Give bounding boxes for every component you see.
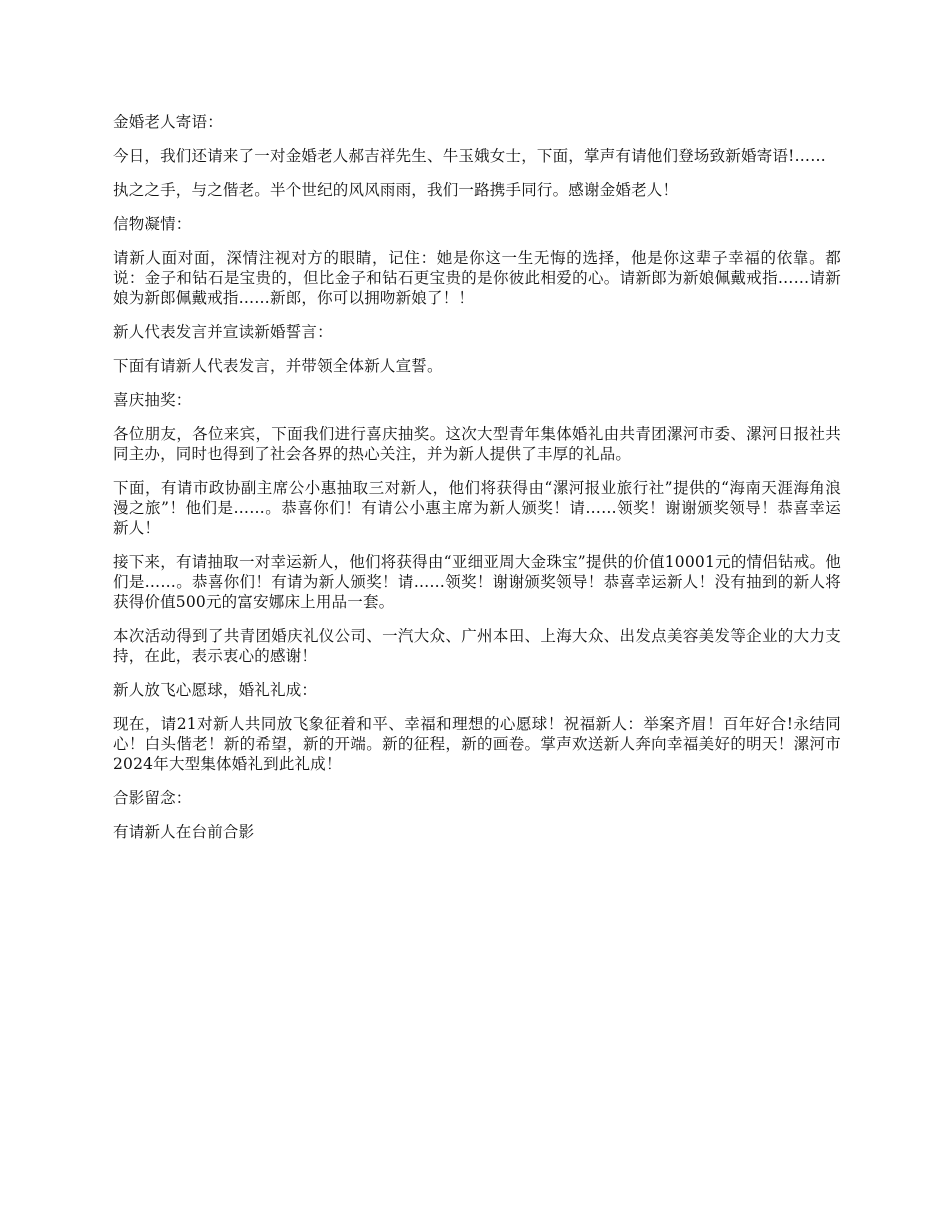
paragraph-lottery-first-prize: 下面，有请市政协副主席公小惠抽取三对新人，他们将获得由“漯河报业旅行社”提供的“海南天涯海角浪漫之旅”！他们是……。恭喜你们！有请公小惠主席为新人颁奖！请……领奖！谢谢颁奖领导！恭喜幸运新人！ <box>113 479 841 537</box>
paragraph-group-photo: 有请新人在台前合影 <box>113 823 255 841</box>
paragraph-lottery-intro: 各位朋友，各位来宾，下面我们进行喜庆抽奖。这次大型青年集体婚礼由共青团漯河市委、漯河日报社共同主办，同时也得到了社会各界的热心关注，并为新人提供了丰厚的礼品。 <box>113 425 841 463</box>
section-heading-wish-balloons: 新人放飞心愿球，婚礼礼成： <box>113 681 318 699</box>
paragraph-golden-couple-intro: 今日，我们还请来了一对金婚老人郝吉祥先生、牛玉娥女士，下面，掌声有请他们登场致新婚寄语!…… <box>113 147 826 165</box>
section-heading-lottery: 喜庆抽奖： <box>113 391 192 409</box>
paragraph-ring-exchange: 请新人面对面，深情注视对方的眼睛，记住：她是你这一生无悔的选择，他是你这辈子幸福的依靠。都说：金子和钻石是宝贵的，但比金子和钻石更宝贵的是你彼此相爱的心。请新郎为新娘佩戴戒指……请新娘为新郎佩戴戒指……新郎，你可以拥吻新娘了！！ <box>113 249 841 307</box>
paragraph-sponsors-thanks: 本次活动得到了共青团婚庆礼仪公司、一汽大众、广州本田、上海大众、出发点美容美发等企业的大力支持，在此，表示衷心的感谢！ <box>113 627 841 665</box>
section-heading-vows: 新人代表发言并宣读新婚誓言： <box>113 323 333 341</box>
paragraph-vows: 下面有请新人代表发言，并带领全体新人宣誓。 <box>113 357 443 375</box>
paragraph-lottery-second-prize: 接下来，有请抽取一对幸运新人，他们将获得由“亚细亚周大金珠宝”提供的价值10001元的情侣钻戒。他们是……。恭喜你们！有请为新人颁奖！请……领奖！谢谢颁奖领导！恭喜幸运新人！没有抽到的新人将获得价值500元的富安娜床上用品一套。 <box>113 553 841 611</box>
section-heading-group-photo: 合影留念： <box>113 789 192 807</box>
section-heading-ring-exchange: 信物凝情： <box>113 215 192 233</box>
section-heading-golden-couple: 金婚老人寄语： <box>113 113 223 131</box>
paragraph-golden-couple-thanks: 执之之手，与之偕老。半个世纪的风风雨雨，我们一路携手同行。感谢金婚老人！ <box>113 181 679 199</box>
document-body <box>113 112 841 856</box>
paragraph-wish-balloons: 现在，请21对新人共同放飞象征着和平、幸福和理想的心愿球！祝福新人：举案齐眉！百年好合!永结同心！白头偕老！新的希望，新的开端。新的征程，新的画卷。掌声欢送新人奔向幸福美好的明天！漯河市2024年大型集体婚礼到此礼成！ <box>113 715 841 773</box>
